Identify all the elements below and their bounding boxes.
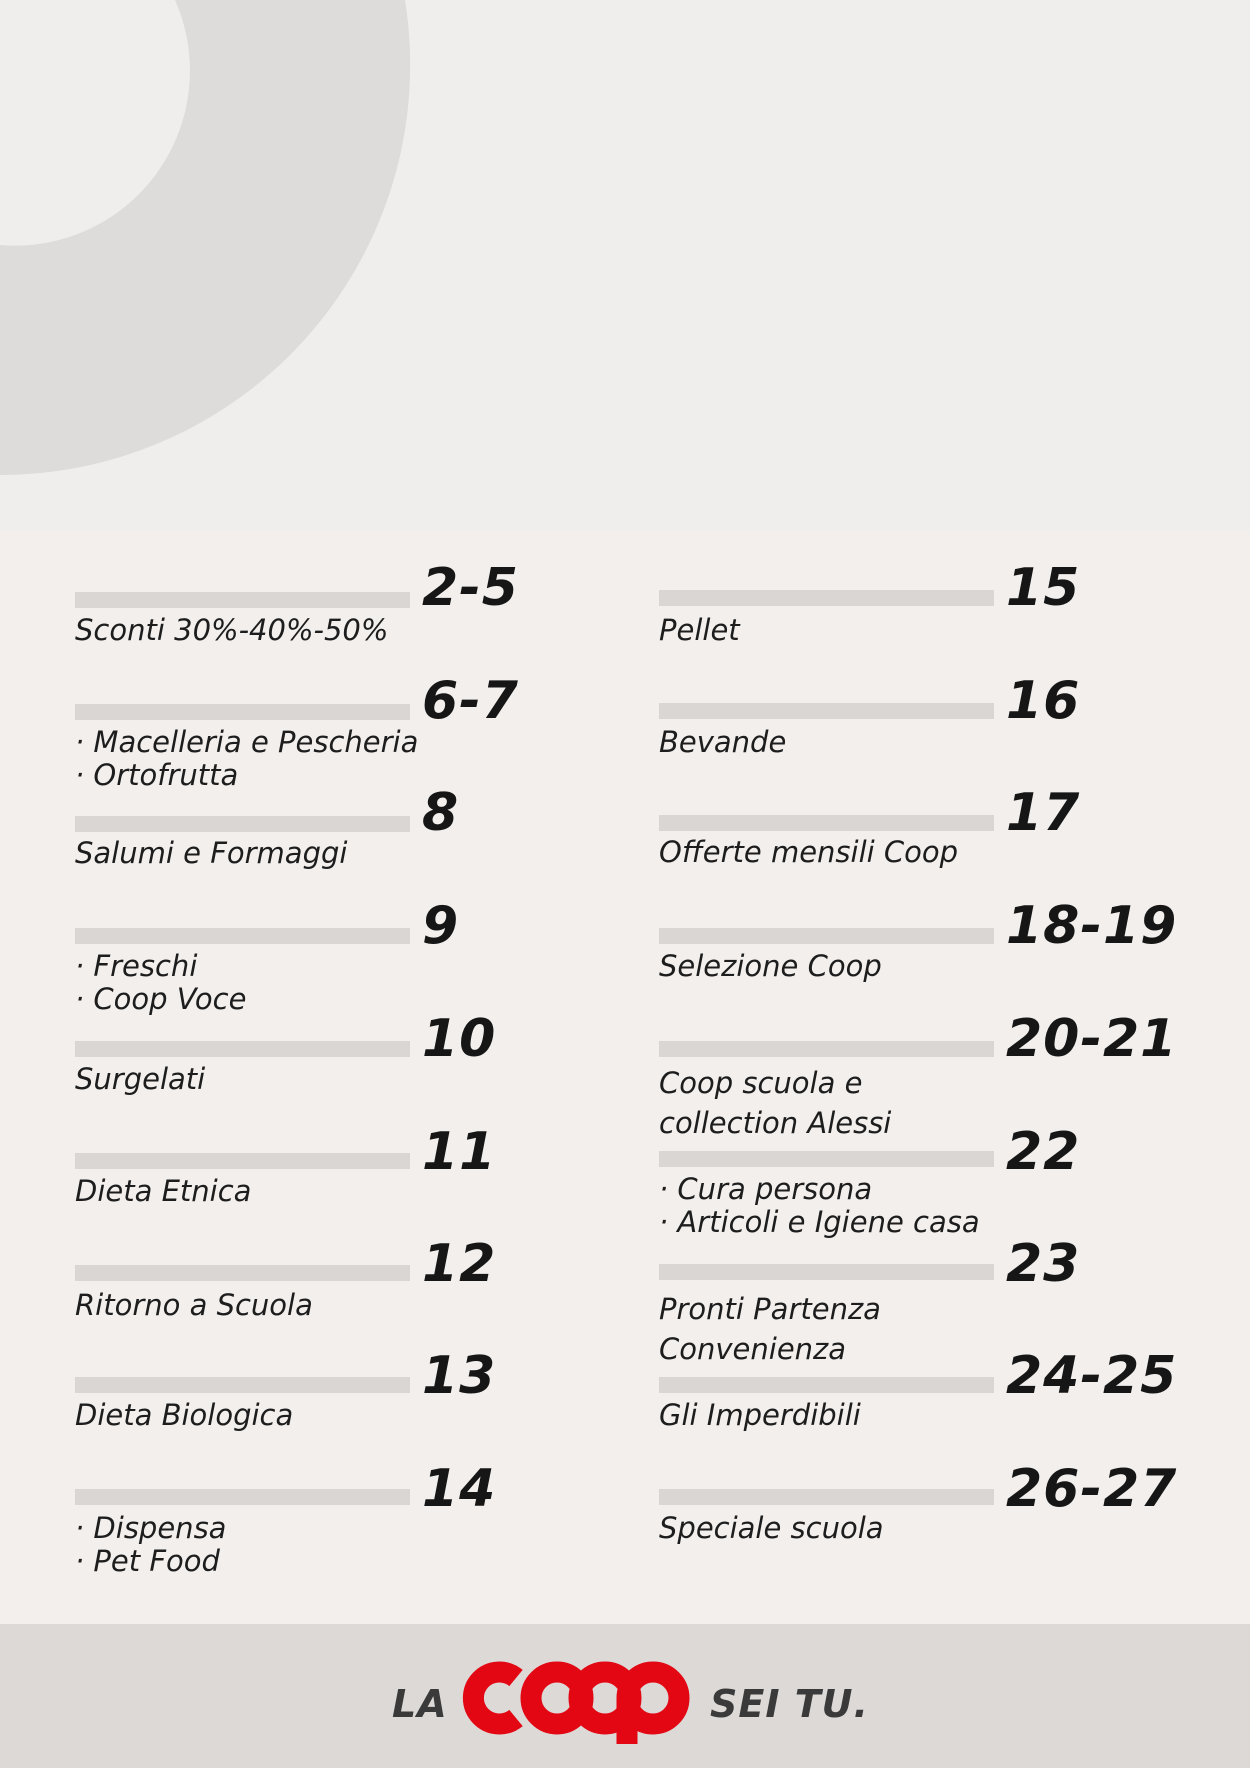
page-number: 15 — [1006, 558, 1081, 618]
divider-bar — [75, 1489, 410, 1505]
page-number: 14 — [422, 1459, 497, 1519]
page-number: 18-19 — [1006, 896, 1178, 956]
page-number: 26-27 — [1006, 1459, 1178, 1519]
page-number: 10 — [422, 1009, 497, 1069]
divider-bar — [659, 1041, 994, 1057]
entry-label: · Dispensa · Pet Food — [75, 1511, 227, 1578]
entry-label: Gli Imperdibili — [659, 1398, 861, 1432]
divider-bar — [75, 704, 410, 720]
entry-label: Dieta Biologica — [75, 1398, 294, 1432]
entry-label: Offerte mensili Coop — [659, 835, 959, 869]
footer-text-right: SEI TU. — [710, 1682, 869, 1726]
entry-label: Coop scuola e collection Alessi — [659, 1066, 892, 1140]
entry-label: Surgelati — [75, 1062, 206, 1096]
page-number: 24-25 — [1006, 1346, 1178, 1406]
divider-bar — [75, 592, 410, 608]
footer-banner — [0, 1624, 1250, 1768]
page-number: 6-7 — [422, 671, 519, 731]
page-number: 2-5 — [422, 558, 519, 618]
divider-bar — [659, 1264, 994, 1280]
entry-label: · Freschi · Coop Voce — [75, 949, 247, 1016]
divider-bar — [659, 1489, 994, 1505]
entry-label: · Macelleria e Pescheria · Ortofrutta — [75, 725, 419, 792]
entry-label: Selezione Coop — [659, 949, 882, 983]
page-number: 17 — [1006, 783, 1081, 843]
divider-bar — [75, 1265, 410, 1281]
page-number: 20-21 — [1006, 1009, 1178, 1069]
entry-label: Pronti Partenza Convenienza — [659, 1292, 881, 1366]
page-number: 11 — [422, 1122, 497, 1182]
divider-bar — [659, 1377, 994, 1393]
divider-bar — [75, 816, 410, 832]
divider-bar — [659, 703, 994, 719]
entry-label: Bevande — [659, 725, 787, 759]
page-number: 13 — [422, 1346, 497, 1406]
page-number: 22 — [1006, 1122, 1081, 1182]
divider-bar — [75, 1153, 410, 1169]
entry-label: Pellet — [659, 613, 740, 647]
entry-label: Sconti 30%-40%-50% — [75, 613, 389, 647]
divider-bar — [75, 1041, 410, 1057]
entry-label: · Cura persona · Articoli e Igiene casa — [659, 1172, 980, 1239]
divider-bar — [659, 590, 994, 606]
page-number: 12 — [422, 1234, 497, 1294]
footer-text-left: LA — [392, 1682, 448, 1726]
entry-label: Speciale scuola — [659, 1511, 884, 1545]
page-number: 23 — [1006, 1234, 1081, 1294]
page-number: 16 — [1006, 671, 1081, 731]
divider-bar — [75, 928, 410, 944]
entry-label: Ritorno a Scuola — [75, 1288, 313, 1322]
divider-bar — [659, 928, 994, 944]
entry-label: Salumi e Formaggi — [75, 836, 348, 870]
svg-text:coop: coop — [462, 1654, 465, 1655]
page-number: 8 — [422, 783, 460, 843]
entry-label: Dieta Etnica — [75, 1174, 252, 1208]
page-number: 9 — [422, 896, 460, 956]
divider-bar — [659, 1151, 994, 1167]
divider-bar — [75, 1377, 410, 1393]
divider-bar — [659, 815, 994, 831]
coop-logo — [462, 1654, 702, 1750]
